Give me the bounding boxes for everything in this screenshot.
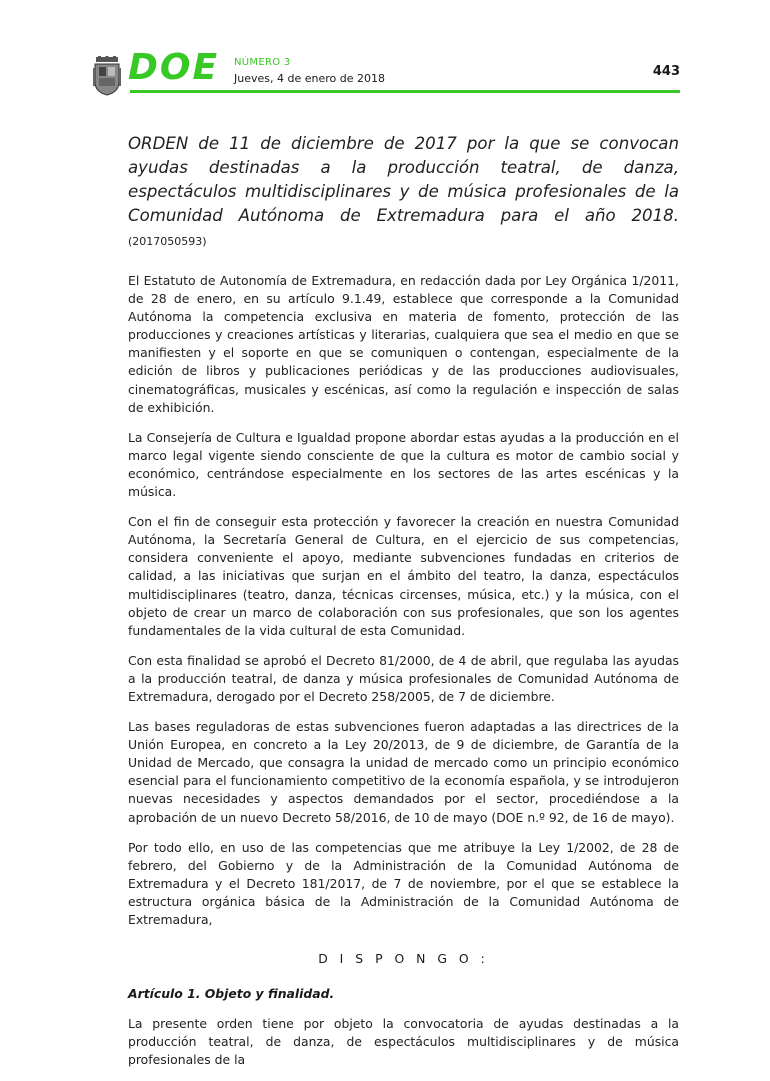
title-text: ORDEN de 11 de diciembre de 2017 por la que se convocan ayudas destinadas a la producción teatral, de danza, espectáculos multidisciplinares y de música profesionales de la Comunidad Autónoma de Extremadura para el año 2018. (128, 134, 679, 225)
page-number: 443 (652, 64, 680, 79)
dispongo-heading: D I S P O N G O : (318, 951, 489, 967)
paragraph: Por todo ello, en uso de las competencias que me atribuye la Ley 1/2002, de 28 de febrero, del Gobierno y de la Administración de la Comunidad Autónoma de Extremadura y el Decreto 181/2017, de 7 de noviembre, por el que se establece la estructura orgánica básica de la Administración de la Comunidad Autónoma de Extremadura, (128, 839, 679, 927)
page-header (92, 47, 680, 94)
header-divider (130, 90, 680, 93)
paragraph: Con el fin de conseguir esta protección y favorecer la creación en nuestra Comunidad Autónoma, la Secretaría General de Cultura, en el ejercicio de sus competencias, considera conveniente el apoyo, mediante subvenciones fundadas en criterios de calidad, a las iniciativas que surjan en el ámbito del teatro, la danza, espectáculos multidisciplinares (teatro, danza, técnicas circenses, música, etc.) y la música, con el objeto de crear un marco de colaboración con sus profesionales, que son los agentes fundamentales de la vida cultural de esta Comunidad. (128, 514, 679, 638)
coat-of-arms-icon (92, 56, 122, 96)
paragraph: La Consejería de Cultura e Igualdad propone abordar estas ayudas a la producción en el marco legal vigente siendo consciente de que la cultura es motor de cambio social y económico, centrándose especialmente en los sectores de las artes escénicas y la música. (128, 429, 679, 500)
doe-logo: DOE (128, 47, 220, 88)
paragraph: Con esta finalidad se aprobó el Decreto 81/2000, de 4 de abril, que regulaba las ayudas a la producción teatral, de danza y música profesionales de Comunidad Autónoma de Extremadura, derogado por el Decreto 258/2005, de 7 de diciembre. (128, 652, 679, 704)
document-body (128, 132, 679, 1081)
paragraph: El Estatuto de Autonomía de Extremadura, en redacción dada por Ley Orgánica 1/2011, de 28 de enero, en su artículo 9.1.49, establece que corresponde a la Comunidad Autónoma la competencia exclusiva en materia de fomento, protección de las producciones y creaciones artísticas y literarias, cualquiera que sea el medio en que se manifiesten y el soporte en que se comuniquen o contengan, especialmente de la edición de libros y publicaciones periódicas y de las producciones audiovisuales, cinematográficas, musicales y escénicas, así como la regulación e inspección de salas de exhibición. (128, 273, 679, 415)
reference-code: (2017050593) (128, 235, 207, 248)
article-paragraph: La presente orden tiene por objeto la convocatoria de ayudas destinadas a la producción teatral, de danza, de espectáculos multidisciplinares y de música profesionales de la (128, 1016, 679, 1068)
issue-date: Jueves, 4 de enero de 2018 (234, 72, 385, 85)
issue-number: NÚMERO 3 (234, 57, 291, 68)
document-title (128, 132, 679, 254)
paragraph: Las bases reguladoras de estas subvenciones fueron adaptadas a las directrices de la Unión Europea, en concreto a la Ley 20/2013, de 9 de diciembre, de Garantía de la Unidad de Mercado, que consagra la unidad de mercado como un principio económico esencial para el funcionamiento competitivo de la economía española, y se introdujeron nuevas necesidades y aspectos demandados por el sector, procediéndose a la aprobación de un nuevo Decreto 58/2016, de 10 de mayo (DOE n.º 92, de 16 de mayo). (128, 719, 679, 825)
article-heading: Artículo 1. Objeto y finalidad. (128, 986, 335, 1002)
